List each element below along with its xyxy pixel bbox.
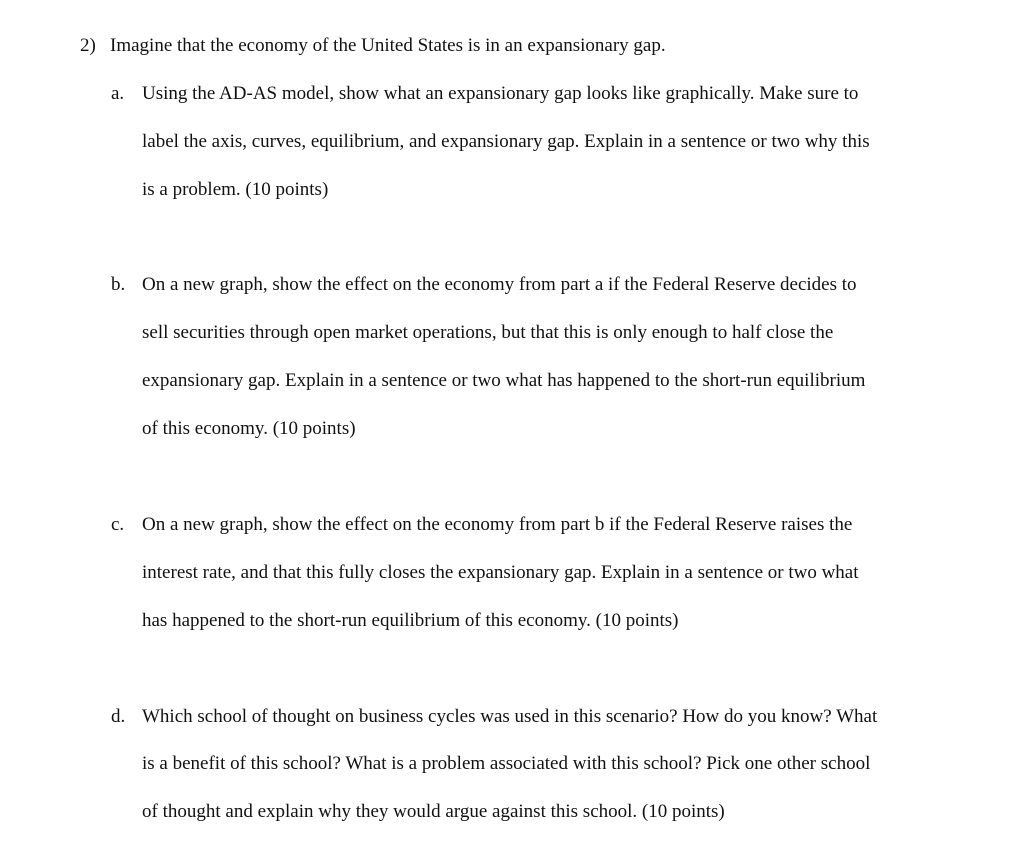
part-a-line: label the axis, curves, equilibrium, and expansionary gap. Explain in a sentence or two why this	[142, 131, 870, 152]
part-d-letter: d.	[111, 706, 126, 727]
part-b-letter: b.	[111, 274, 126, 295]
part-c-line: On a new graph, show the effect on the economy from part b if the Federal Reserve raises the	[142, 514, 853, 535]
part-a-line: Using the AD-AS model, show what an expansionary gap looks like graphically. Make sure to	[142, 83, 859, 104]
part-b-line: of this economy. (10 points)	[142, 418, 356, 439]
part-c-line: has happened to the short-run equilibrium of this economy. (10 points)	[142, 610, 679, 631]
part-d-line: of thought and explain why they would argue against this school. (10 points)	[142, 801, 725, 822]
part-b-line: sell securities through open market operations, but that this is only enough to half close the	[142, 322, 834, 343]
part-d-line: Which school of thought on business cycles was used in this scenario? How do you know? What	[142, 706, 878, 727]
part-d-line: is a benefit of this school? What is a problem associated with this school? Pick one other school	[142, 753, 871, 774]
part-a-letter: a.	[111, 83, 125, 104]
question-prompt: Imagine that the economy of the United States is in an expansionary gap.	[110, 35, 666, 56]
part-c-line: interest rate, and that this fully closes the expansionary gap. Explain in a sentence or two what	[142, 562, 859, 583]
part-b-line: expansionary gap. Explain in a sentence or two what has happened to the short-run equilibrium	[142, 370, 866, 391]
part-c-letter: c.	[111, 514, 125, 535]
part-a-line: is a problem. (10 points)	[142, 179, 329, 200]
question-number: 2)	[80, 35, 96, 56]
part-b-line: On a new graph, show the effect on the economy from part a if the Federal Reserve decides to	[142, 274, 857, 295]
